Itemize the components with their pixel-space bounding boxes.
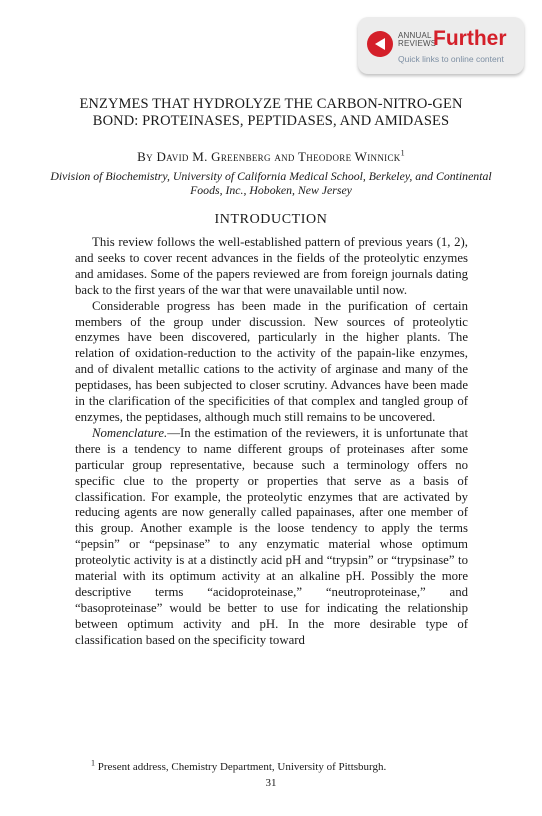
paragraph-lead: Nomenclature. xyxy=(92,425,168,440)
annual-reviews-logo-text xyxy=(398,31,437,48)
author-affiliation: Division of Biochemistry, University of California Medical School, Berkeley, and Continental Foods, Inc., Hoboken, New Jersey xyxy=(50,169,492,197)
article-title: ENZYMES THAT HYDROLYZE THE CARBON-NITRO-GEN BOND: PROTEINASES, PEPTIDASES, AND AMIDASES xyxy=(79,96,463,129)
further-word: Further xyxy=(433,27,507,50)
publisher-line1: ANNUAL xyxy=(398,31,432,40)
footnote-mark: 1 xyxy=(91,758,95,768)
page-number: 31 xyxy=(265,777,277,789)
footnote-text: Present address, Chemistry Department, University of Pittsburgh. xyxy=(97,761,387,773)
article-body xyxy=(75,235,468,649)
section-heading: INTRODUCTION xyxy=(214,212,328,227)
badge-tagline: Quick links to online content xyxy=(398,54,504,64)
body-paragraph xyxy=(75,426,468,649)
article-authors xyxy=(40,149,502,165)
author-footnote-mark: 1 xyxy=(400,148,405,158)
body-paragraph: This review follows the well-established pattern of previous years (1, 2), and seeks to cover recent advances in the fields of the proteolytic enzymes and amidases. Some of the papers reviewed are from foreign journals dating back to the first years of the war that were unavailable until now. xyxy=(75,235,468,297)
further-links-badge[interactable] xyxy=(358,17,524,74)
body-paragraph: Considerable progress has been made in the purification of certain members of the group under discussion. New sources of proteolytic enzymes have been discovered, particularly in the higher plants. The relation of oxidation-reduction to the activity of the papain-like enzymes, and of divalent metallic cations to the activity of arginase and many of the peptidases, has been subjected to closer scrutiny. Advances have been made in the clarification of the specificities of that complex and tangled group of enzymes, the peptidases, although much still remains to be uncovered. xyxy=(75,298,468,424)
paragraph-text: —In the estimation of the reviewers, it is unfortunate that there is a tendency to name different groups of proteinases after some particular group representative, because such a terminology offers no specific clue to the property or properties that serve as a basis of classification. For example, the proteolytic enzymes that are activated by reducing agents are now generally called papainases, after one member of this group. Another example is the loose tendency to apply the terms “pepsin” or “pepsinase” to any enzymatic material whose optimum proteolytic activity is at a distinctly acid pH and “trypsin” or “trypsinase” to material with its optimum activity at an alkaline pH. Possibly the more descriptive terms “acidoproteinase,” “neutroproteinase,” and “basoproteinase” would be better to use for indicating the relationship between optimum activity and pH. In the more desirable type of classification based on the specificity toward xyxy=(75,425,468,647)
play-arrow-icon xyxy=(367,31,393,57)
publisher-line2: REVIEWS xyxy=(398,39,437,48)
footnote xyxy=(75,758,468,774)
authors-text: By David M. Greenberg and Theodore Winnick xyxy=(137,149,401,164)
